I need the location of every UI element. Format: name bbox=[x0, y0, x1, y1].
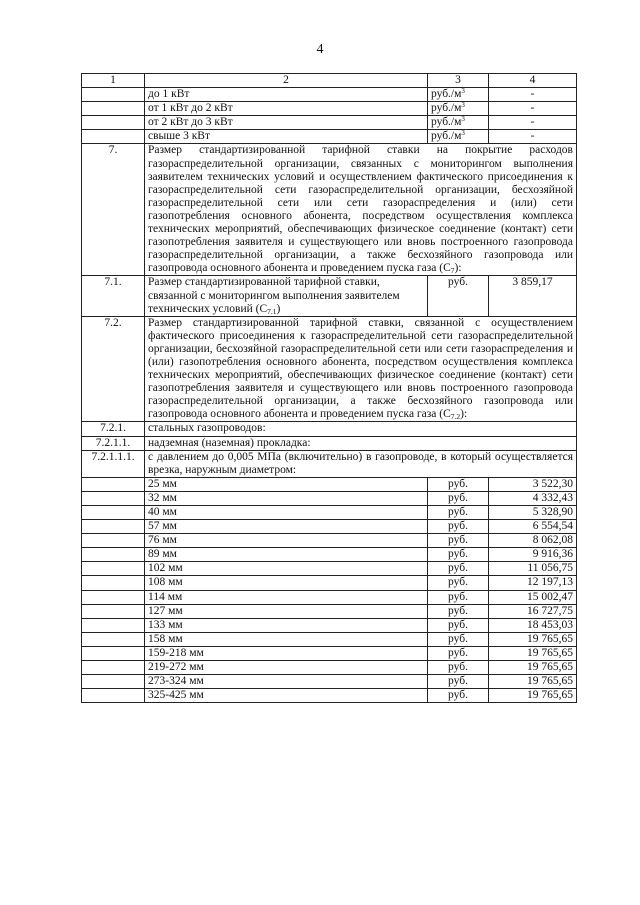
row-unit: руб. bbox=[428, 520, 489, 534]
row-label: 25 мм bbox=[145, 477, 428, 491]
table-row bbox=[82, 506, 577, 520]
table-row bbox=[82, 477, 577, 491]
row-label: свыше 3 кВт bbox=[145, 130, 428, 144]
table-row bbox=[82, 661, 577, 675]
row-number bbox=[82, 590, 145, 604]
row-value: 5 328,90 bbox=[489, 506, 577, 520]
header-cell: 1 bbox=[82, 74, 145, 88]
row-number bbox=[82, 618, 145, 632]
row-number bbox=[82, 116, 145, 130]
item-7-1-row bbox=[82, 276, 577, 316]
row-value: 8 062,08 bbox=[489, 534, 577, 548]
table-row bbox=[82, 548, 577, 562]
row-unit: руб. bbox=[428, 689, 489, 703]
row-number bbox=[82, 646, 145, 660]
item-7-2-1-1-1-row bbox=[82, 450, 577, 477]
row-label: 108 мм bbox=[145, 576, 428, 590]
row-unit: руб. bbox=[428, 661, 489, 675]
row-text: Размер стандартизированной тарифной ставки на покрытие расходов газораспределительной организации, связанных с мониторингом выполнения заявителем технических условий и осуществлением фактического присоединения к газораспределительной сети газораспределительной организации, бесхозяйной газораспределительной сети или сети газораспределения и (или) сети газопотребления основного абонента, посредством осуществления комплекса технических мероприятий, обеспечивающих физическое соединение (контакт) сети газопотребления заявителя и существующего или вновь построенного газопровода газораспределительной организации, а также бесхозяйного газопровода или газопровода основного абонента и проведением пуска газа $(С_7)$: bbox=[145, 144, 577, 276]
row-text: с давлением до 0,005 МПа (включительно) в газопроводе, в который осуществляется врезка, наружным диаметром: bbox=[145, 450, 577, 477]
row-number: 7.1. bbox=[82, 276, 145, 316]
header-cell: 2 bbox=[145, 74, 428, 88]
row-text: Размер стандартизированной тарифной ставки, связанной с осуществлением фактического присоединения к газораспределительной сети газораспределительной организации, бесхозяйной газораспределительной сети или сети газораспределения и (или) газопотребления основного абонента, посредством осуществления комплекса технических мероприятий, обеспечивающих физическое соединение (контакт) сети газопотребления заявителя и существующего или вновь построенного газопровода газораспределительной организации, а также бесхозяйного газопровода или газопровода основного абонента и проведением пуска газа $(С_{7.2})$: bbox=[145, 316, 577, 422]
row-label: 76 мм bbox=[145, 534, 428, 548]
table-row bbox=[82, 116, 577, 130]
row-number bbox=[82, 675, 145, 689]
row-value: 19 765,65 bbox=[489, 689, 577, 703]
row-number: 7.2.1. bbox=[82, 422, 145, 436]
row-label: 273-324 мм bbox=[145, 675, 428, 689]
row-label: 32 мм bbox=[145, 491, 428, 505]
row-label: 158 мм bbox=[145, 632, 428, 646]
row-unit: руб. bbox=[428, 276, 489, 316]
row-unit: руб. bbox=[428, 506, 489, 520]
row-unit: руб. bbox=[428, 618, 489, 632]
row-unit: руб. bbox=[428, 632, 489, 646]
row-number: 7.2.1.1.1. bbox=[82, 450, 145, 477]
row-label: от 1 кВт до 2 кВт bbox=[145, 102, 428, 116]
row-unit: руб. bbox=[428, 562, 489, 576]
row-unit: $руб./м^3$ bbox=[428, 116, 489, 130]
row-value: 16 727,75 bbox=[489, 604, 577, 618]
row-value: 19 765,65 bbox=[489, 646, 577, 660]
row-value: 11 056,75 bbox=[489, 562, 577, 576]
row-number bbox=[82, 102, 145, 116]
row-value: 4 332,43 bbox=[489, 491, 577, 505]
row-number: 7.2.1.1. bbox=[82, 436, 145, 450]
row-number bbox=[82, 534, 145, 548]
table-row bbox=[82, 520, 577, 534]
row-label: 325-425 мм bbox=[145, 689, 428, 703]
item-7-2-1-1-row bbox=[82, 436, 577, 450]
item-7-row bbox=[82, 144, 577, 276]
row-value: 19 765,65 bbox=[489, 661, 577, 675]
row-unit: $руб./м^3$ bbox=[428, 88, 489, 102]
table-row bbox=[82, 618, 577, 632]
row-unit: руб. bbox=[428, 646, 489, 660]
row-number bbox=[82, 632, 145, 646]
row-value: - bbox=[489, 88, 577, 102]
row-number bbox=[82, 520, 145, 534]
row-unit: руб. bbox=[428, 477, 489, 491]
row-label: 133 мм bbox=[145, 618, 428, 632]
table-row bbox=[82, 562, 577, 576]
row-value: 15 002,47 bbox=[489, 590, 577, 604]
table-row bbox=[82, 604, 577, 618]
row-number bbox=[82, 88, 145, 102]
row-number bbox=[82, 548, 145, 562]
table-row bbox=[82, 590, 577, 604]
row-number bbox=[82, 562, 145, 576]
row-value: 18 453,03 bbox=[489, 618, 577, 632]
row-label: 57 мм bbox=[145, 520, 428, 534]
row-text: надземная (наземная) прокладка: bbox=[145, 436, 577, 450]
row-unit: $руб./м^3$ bbox=[428, 102, 489, 116]
row-number bbox=[82, 576, 145, 590]
item-7-2-1-row bbox=[82, 422, 577, 436]
row-number bbox=[82, 689, 145, 703]
row-text: Размер стандартизированной тарифной ставки, связанной с мониторингом выполнения заявителем технических условий $(С_{7.1})$ bbox=[145, 276, 428, 316]
row-number bbox=[82, 604, 145, 618]
page-number: 4 bbox=[316, 42, 324, 57]
table-row bbox=[82, 130, 577, 144]
row-label: 159-218 мм bbox=[145, 646, 428, 660]
table-row bbox=[82, 689, 577, 703]
row-unit: руб. bbox=[428, 590, 489, 604]
header-cell: 4 bbox=[489, 74, 577, 88]
row-number: 7. bbox=[82, 144, 145, 276]
row-number bbox=[82, 506, 145, 520]
table-row bbox=[82, 491, 577, 505]
row-number bbox=[82, 477, 145, 491]
table-row bbox=[82, 102, 577, 116]
header-cell: 3 bbox=[428, 74, 489, 88]
row-unit: руб. bbox=[428, 675, 489, 689]
row-unit: руб. bbox=[428, 534, 489, 548]
row-value: 6 554,54 bbox=[489, 520, 577, 534]
row-number bbox=[82, 130, 145, 144]
row-unit: руб. bbox=[428, 604, 489, 618]
row-label: 89 мм bbox=[145, 548, 428, 562]
row-value: 3 522,30 bbox=[489, 477, 577, 491]
row-value: - bbox=[489, 102, 577, 116]
row-text: стальных газопроводов: bbox=[145, 422, 577, 436]
tariff-table bbox=[81, 73, 577, 703]
row-number bbox=[82, 491, 145, 505]
row-value: 12 197,13 bbox=[489, 576, 577, 590]
row-label: 219-272 мм bbox=[145, 661, 428, 675]
row-value: - bbox=[489, 130, 577, 144]
row-unit: $руб./м^3$ bbox=[428, 130, 489, 144]
table-row bbox=[82, 88, 577, 102]
item-7-2-row bbox=[82, 316, 577, 422]
row-label: 40 мм bbox=[145, 506, 428, 520]
row-label: от 2 кВт до 3 кВт bbox=[145, 116, 428, 130]
table-row bbox=[82, 646, 577, 660]
row-label: 114 мм bbox=[145, 590, 428, 604]
row-value: 3 859,17 bbox=[489, 276, 577, 316]
row-number bbox=[82, 661, 145, 675]
row-unit: руб. bbox=[428, 548, 489, 562]
row-value: 19 765,65 bbox=[489, 632, 577, 646]
row-label: 102 мм bbox=[145, 562, 428, 576]
row-value: - bbox=[489, 116, 577, 130]
row-unit: руб. bbox=[428, 491, 489, 505]
table-row bbox=[82, 534, 577, 548]
table-header-row bbox=[82, 74, 577, 88]
row-value: 9 916,36 bbox=[489, 548, 577, 562]
table-row bbox=[82, 576, 577, 590]
row-unit: руб. bbox=[428, 576, 489, 590]
row-value: 19 765,65 bbox=[489, 675, 577, 689]
row-label: до 1 кВт bbox=[145, 88, 428, 102]
row-label: 127 мм bbox=[145, 604, 428, 618]
table-row bbox=[82, 675, 577, 689]
table-row bbox=[82, 632, 577, 646]
row-number: 7.2. bbox=[82, 316, 145, 422]
